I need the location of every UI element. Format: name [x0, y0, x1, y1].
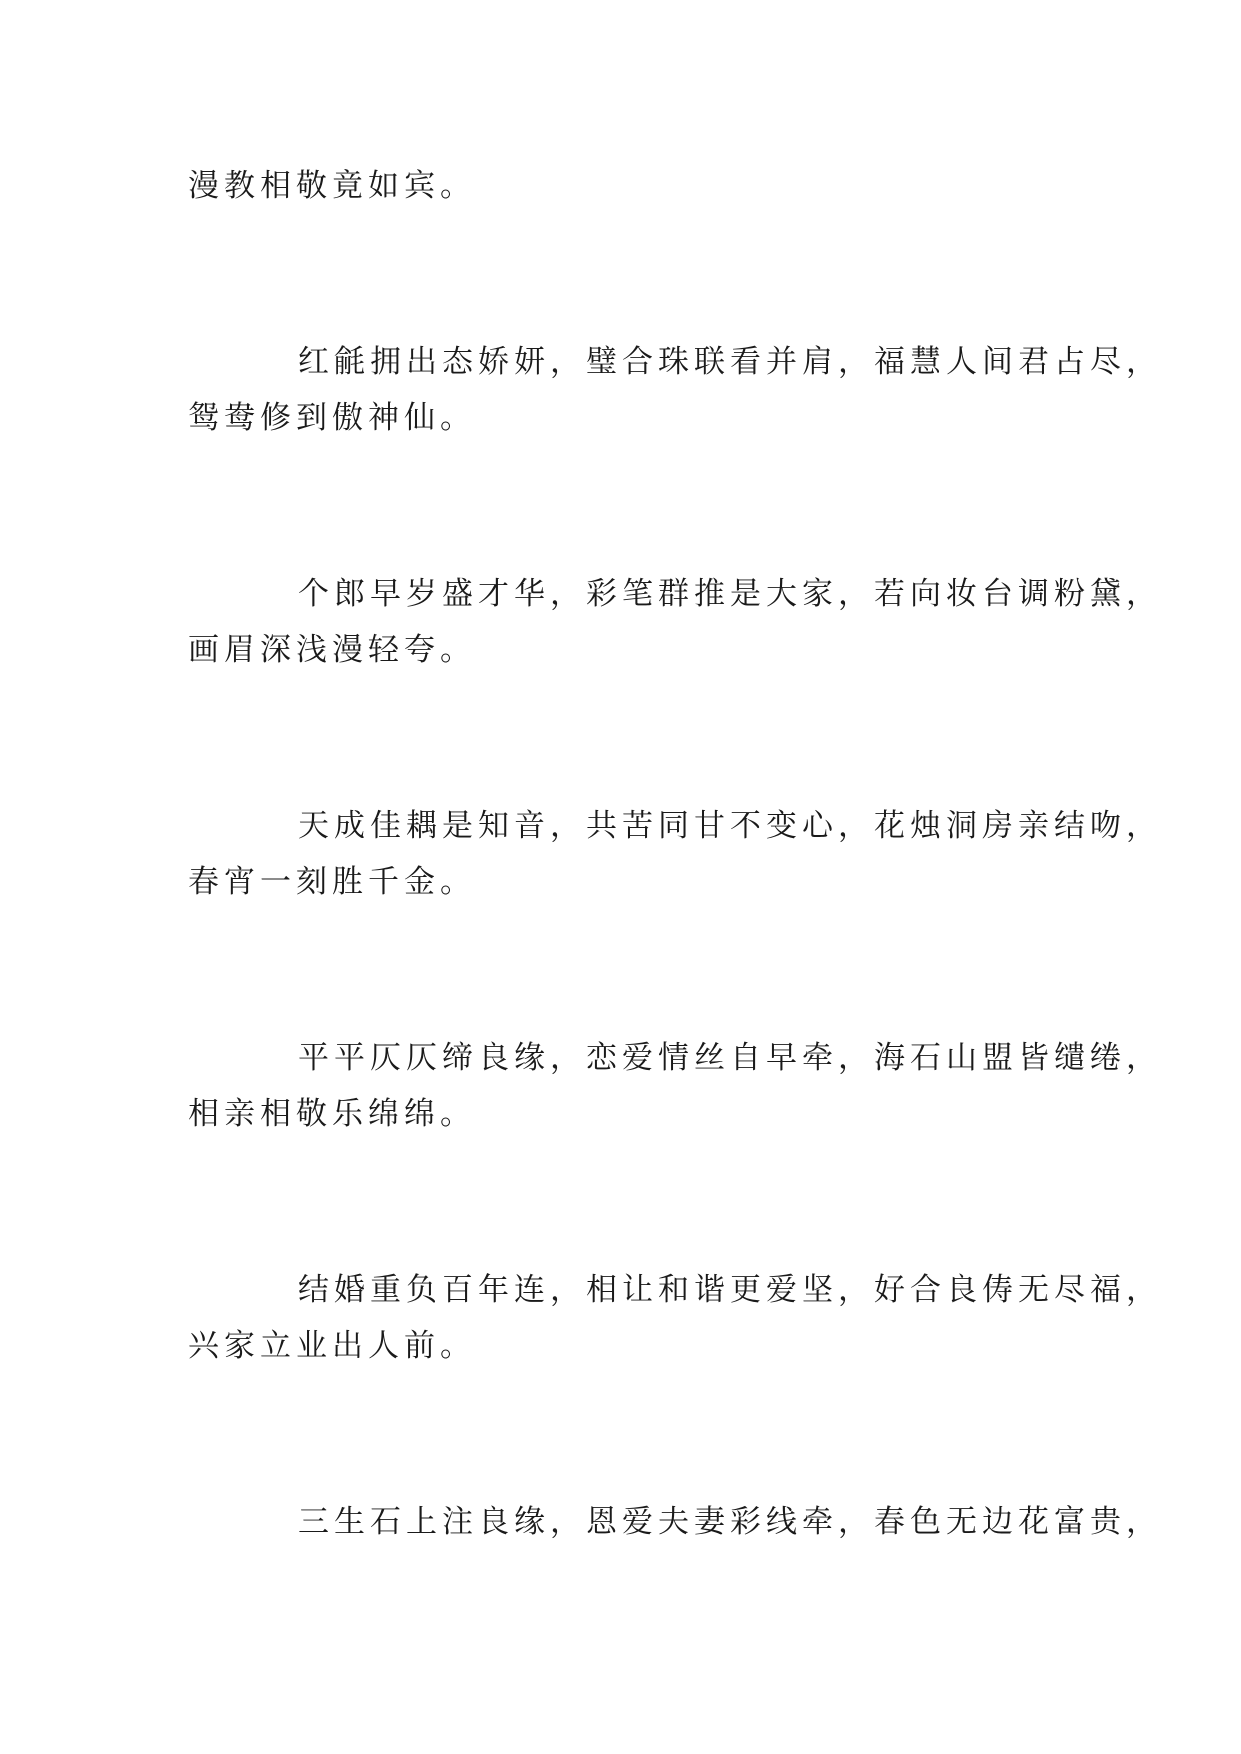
poem-line: 春宵一刻胜千金。 [188, 864, 476, 900]
continuation-line: 漫教相敬竟如宾。 [188, 168, 476, 204]
poem-line: 相亲相敬乐绵绵。 [188, 1096, 476, 1132]
poem-line: 画眉深浅漫轻夸。 [188, 632, 476, 668]
poem-line: 三生石上注良缘，恩爱夫妻彩线牵，春色无边花富贵， [298, 1504, 1162, 1540]
poem-line: 结婚重负百年连，相让和谐更爱坚，好合良俦无尽福， [298, 1272, 1162, 1308]
poem-line: 兴家立业出人前。 [188, 1328, 476, 1364]
poem-line: 红毹拥出态娇妍，璧合珠联看并肩，福慧人间君占尽， [298, 344, 1162, 380]
poem-line: 平平仄仄缔良缘，恋爱情丝自早牵，海石山盟皆缱绻， [298, 1040, 1162, 1076]
poem-line: 天成佳耦是知音，共苦同甘不变心，花烛洞房亲结吻， [298, 808, 1162, 844]
poem-line: 鸳鸯修到傲神仙。 [188, 400, 476, 436]
poem-line: 个郎早岁盛才华，彩笔群推是大家，若向妆台调粉黛， [298, 576, 1162, 612]
